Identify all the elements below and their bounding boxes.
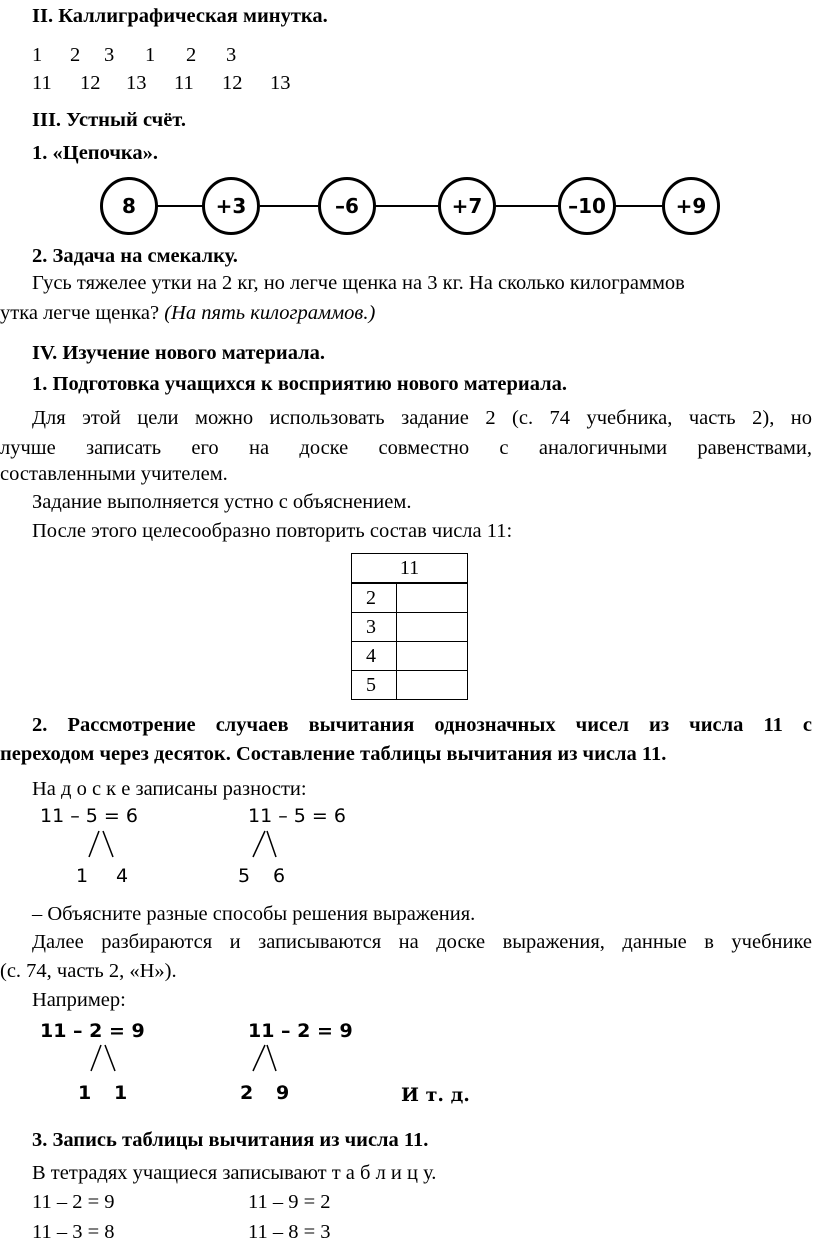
puzzle-answer: (На пять килограммов.) xyxy=(164,302,376,324)
section-4-title: IV. Изучение нового материала. xyxy=(32,342,326,364)
section-2-title: II. Каллиграфическая минутка. xyxy=(32,5,328,27)
callig-digit: 1 xyxy=(145,44,156,66)
further-line-2: (с. 74, часть 2, «Н»). xyxy=(0,960,177,982)
prep-title: 1. Подготовка учащихся к восприятию нового материала. xyxy=(32,373,568,395)
chain-link xyxy=(496,205,559,207)
composition-empty-cell xyxy=(397,642,468,671)
board-expression-2: 11 – 5 = 6 xyxy=(248,805,346,827)
decomposition-branch xyxy=(86,829,118,859)
chain-node: +7 xyxy=(438,177,496,235)
composition-cell: 3 xyxy=(352,613,397,642)
callig-number: 13 xyxy=(270,72,291,94)
chain-link xyxy=(616,205,662,207)
split-part: 1 xyxy=(78,1082,92,1104)
puzzle-title: 2. Задача на смекалку. xyxy=(32,245,238,267)
example-label: Например: xyxy=(32,989,126,1011)
composition-cell: 5 xyxy=(352,671,397,700)
chain-link xyxy=(260,205,318,207)
subtraction-fact: 11 – 3 = 8 xyxy=(32,1221,115,1243)
split-part: 1 xyxy=(114,1082,128,1104)
prep-paragraph-2: Задание выполняется устно с объяснением. xyxy=(32,491,412,513)
prep-paragraph-3: После этого целесообразно повторить состав числа 11: xyxy=(32,520,513,542)
composition-table-head: 11 xyxy=(352,554,468,584)
further-line-1: Далее разбираются и записываются на доске выражения, данные в учебнике xyxy=(32,931,812,953)
subtraction-row xyxy=(32,1189,331,1215)
puzzle-question: утка легче щенка? xyxy=(0,302,160,324)
board-line: На д о с к е записаны разности: xyxy=(32,778,307,800)
subtraction-fact: 11 – 9 = 2 xyxy=(248,1191,331,1213)
callig-digit: 2 xyxy=(186,44,197,66)
callig-number: 11 xyxy=(174,72,194,94)
chain-node: –10 xyxy=(558,177,616,235)
composition-cell: 4 xyxy=(352,642,397,671)
callig-digit: 2 xyxy=(70,44,81,66)
prep-paragraph-line-3: составленными учителем. xyxy=(0,463,228,485)
chain-node: +3 xyxy=(202,177,260,235)
callig-digit: 3 xyxy=(104,44,115,66)
callig-number: 11 xyxy=(32,72,52,94)
explain-line: – Объясните разные способы решения выражения. xyxy=(32,903,476,925)
decomposition-branch xyxy=(248,829,280,859)
record-line: В тетрадях учащиеся записывают т а б л и ц у. xyxy=(32,1162,437,1184)
prep-paragraph-line-2: лучше записать его на доске совместно с аналогичными равенствами, xyxy=(0,437,812,459)
chain-title: 1. «Цепочка». xyxy=(32,142,159,164)
chain-node: –6 xyxy=(318,177,376,235)
chain-link xyxy=(375,205,440,207)
example-expression-1: 11 – 2 = 9 xyxy=(40,1020,145,1042)
split-part: 6 xyxy=(273,865,286,887)
puzzle-text-line-2 xyxy=(0,300,375,326)
cases-title-line-1: 2. Рассмотрение случаев вычитания однозначных чисел из числа 11 с xyxy=(32,714,812,736)
split-part: 2 xyxy=(240,1082,254,1104)
etc-label: И т. д. xyxy=(401,1084,470,1106)
composition-empty-cell xyxy=(397,671,468,700)
subtraction-fact: 11 – 2 = 9 xyxy=(32,1191,115,1213)
record-title: 3. Запись таблицы вычитания из числа 11. xyxy=(32,1129,429,1151)
prep-paragraph-line-1: Для этой цели можно использовать задание 2 (с. 74 учебника, часть 2), но xyxy=(32,407,812,429)
decomposition-branch xyxy=(88,1043,120,1073)
split-part: 1 xyxy=(76,865,89,887)
chain-diagram xyxy=(98,176,728,236)
composition-cell: 2 xyxy=(352,583,397,613)
example-expression-2: 11 – 2 = 9 xyxy=(248,1020,353,1042)
chain-node: 8 xyxy=(100,177,158,235)
split-part: 9 xyxy=(276,1082,290,1104)
composition-empty-cell xyxy=(397,613,468,642)
split-part: 4 xyxy=(116,865,129,887)
decomposition-branch xyxy=(248,1043,280,1073)
split-part: 5 xyxy=(238,865,251,887)
callig-digit: 3 xyxy=(226,44,237,66)
chain-node: +9 xyxy=(662,177,720,235)
subtraction-fact: 11 – 8 = 3 xyxy=(248,1221,331,1243)
callig-number: 12 xyxy=(222,72,243,94)
callig-number: 12 xyxy=(80,72,101,94)
cases-title-line-2: переходом через десяток. Составление таблицы вычитания из числа 11. xyxy=(0,743,667,765)
board-expression-1: 11 – 5 = 6 xyxy=(40,805,138,827)
section-3-title: III. Устный счёт. xyxy=(32,109,186,131)
callig-digit: 1 xyxy=(32,44,43,66)
composition-table xyxy=(351,553,468,700)
subtraction-row xyxy=(32,1219,331,1245)
chain-link xyxy=(156,205,203,207)
puzzle-text-line-1: Гусь тяжелее утки на 2 кг, но легче щенка на 3 кг. На сколько килограммов xyxy=(32,272,685,294)
callig-number: 13 xyxy=(126,72,147,94)
composition-empty-cell xyxy=(397,583,468,613)
